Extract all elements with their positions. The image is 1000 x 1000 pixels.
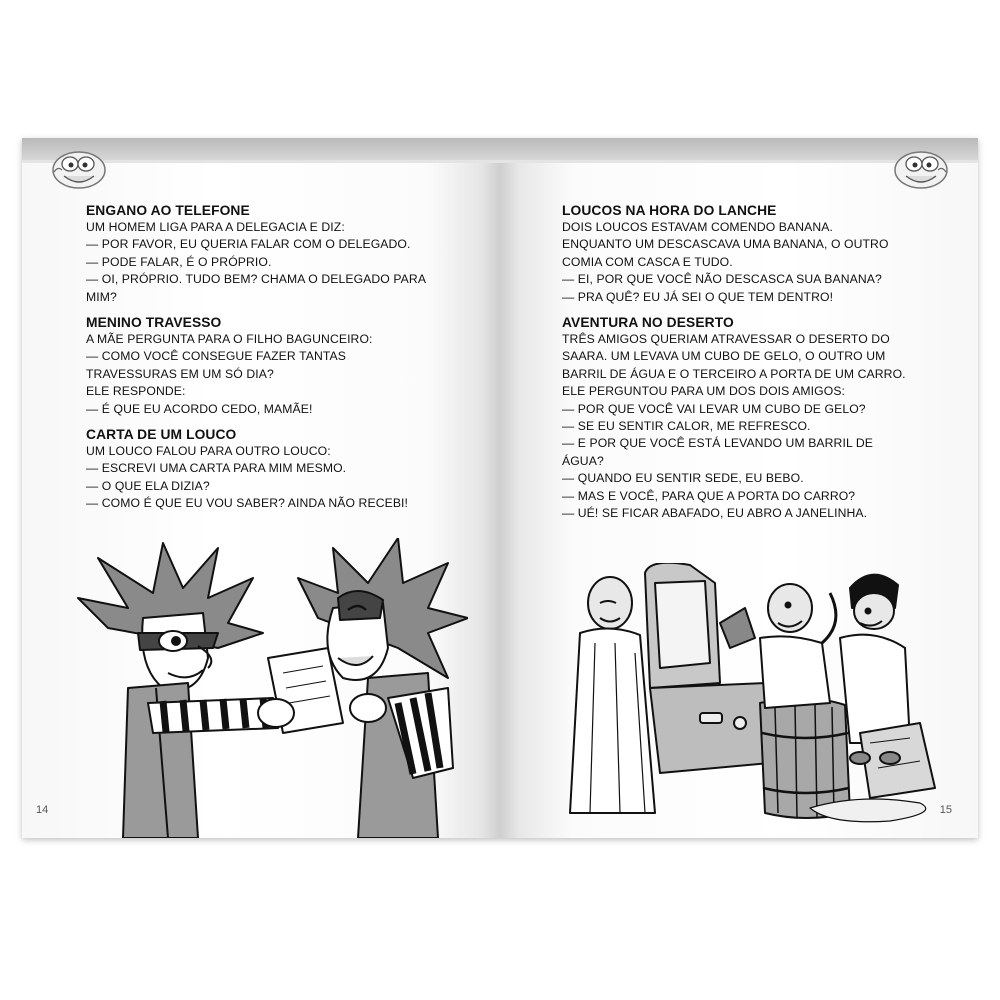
story-line: — OI, PRÓPRIO. TUDO BEM? CHAMA O DELEGADO PARA [86,272,427,287]
story-line: COMIA COM CASCA E TUDO. [562,254,733,269]
right-page [500,138,978,838]
story-line: MIM? [86,289,117,304]
left-page [22,138,500,838]
story-line: — ESCREVI UMA CARTA PARA MIM MESMO. [86,461,347,476]
story-loucos-na-hora-do-lanche [562,202,907,306]
story-line: TRAVESSURAS EM UM SÓ DIA? [86,366,274,381]
story-line: UM HOMEM LIGA PARA A DELEGACIA E DIZ: [86,220,345,234]
story-line: TRÊS AMIGOS QUERIAM ATRAVESSAR O DESERTO DO [562,332,890,347]
story-line: ENQUANTO UM DESCASCAVA UMA BANANA, O OUTRO [562,237,889,252]
three-friends-desert-illustration [560,563,940,823]
story-line: — EI, POR QUE VOCÊ NÃO DESCASCA SUA BANANA? [562,272,882,287]
page-number: 15 [939,804,952,816]
mascot-face-icon [892,144,950,192]
story-title: CARTA DE UM LOUCO [86,427,237,443]
story-line: A MÃE PERGUNTA PARA O FILHO BAGUNCEIRO: [86,332,373,347]
page-number: 14 [36,804,49,816]
story-line: UM LOUCO FALOU PARA OUTRO LOUCO: [86,444,331,459]
story-line: — POR QUE VOCÊ VAI LEVAR UM CUBO DE GELO? [562,401,866,416]
story-line: ELE RESPONDE: [86,384,186,399]
story-line: — PRA QUÊ? EU JÁ SEI O QUE TEM DENTRO! [562,289,834,304]
story-line: — É QUE EU ACORDO CEDO, MAMÃE! [86,401,313,416]
story-line: — COMO É QUE EU VOU SABER? AINDA NÃO RECEBI! [86,496,409,511]
story-line: — E POR QUE VOCÊ ESTÁ LEVANDO UM BARRIL DE [562,436,873,451]
story-engano-ao-telefone [86,202,431,306]
two-crazy-characters-illustration [68,538,468,838]
story-line: BARRIL DE ÁGUA E O TERCEIRO A PORTA DE UM CARRO. [562,366,906,381]
story-line: SAARA. UM LEVAVA UM CUBO DE GELO, O OUTRO UM [562,349,886,364]
story-menino-travesso [86,314,431,418]
story-line: — O QUE ELA DIZIA? [86,478,210,493]
story-line: — COMO VOCÊ CONSEGUE FAZER TANTAS [86,349,346,364]
story-carta-de-um-louco [86,426,431,513]
story-line: ÁGUA? [562,453,604,468]
story-title: MENINO TRAVESSO [86,315,222,331]
mascot-face-icon [50,144,108,192]
right-text-column [562,202,907,531]
story-title: ENGANO AO TELEFONE [86,203,250,218]
story-line: — UÉ! SE FICAR ABAFADO, EU ABRO A JANELINHA. [562,506,868,521]
story-line: DOIS LOUCOS ESTAVAM COMENDO BANANA. [562,220,833,234]
open-book [22,138,978,838]
story-title: AVENTURA NO DESERTO [562,315,734,331]
story-line: — POR FAVOR, EU QUERIA FALAR COM O DELEGADO. [86,237,411,252]
story-line: — PODE FALAR, É O PRÓPRIO. [86,254,272,269]
story-aventura-no-deserto [562,314,907,522]
left-text-column [86,202,431,521]
story-line: ELE PERGUNTOU PARA UM DOS DOIS AMIGOS: [562,384,846,399]
story-line: — SE EU SENTIR CALOR, ME REFRESCO. [562,419,811,434]
story-title: LOUCOS NA HORA DO LANCHE [562,203,777,218]
story-line: — QUANDO EU SENTIR SEDE, EU BEBO. [562,471,804,486]
story-line: — MAS E VOCÊ, PARA QUE A PORTA DO CARRO? [562,488,856,503]
